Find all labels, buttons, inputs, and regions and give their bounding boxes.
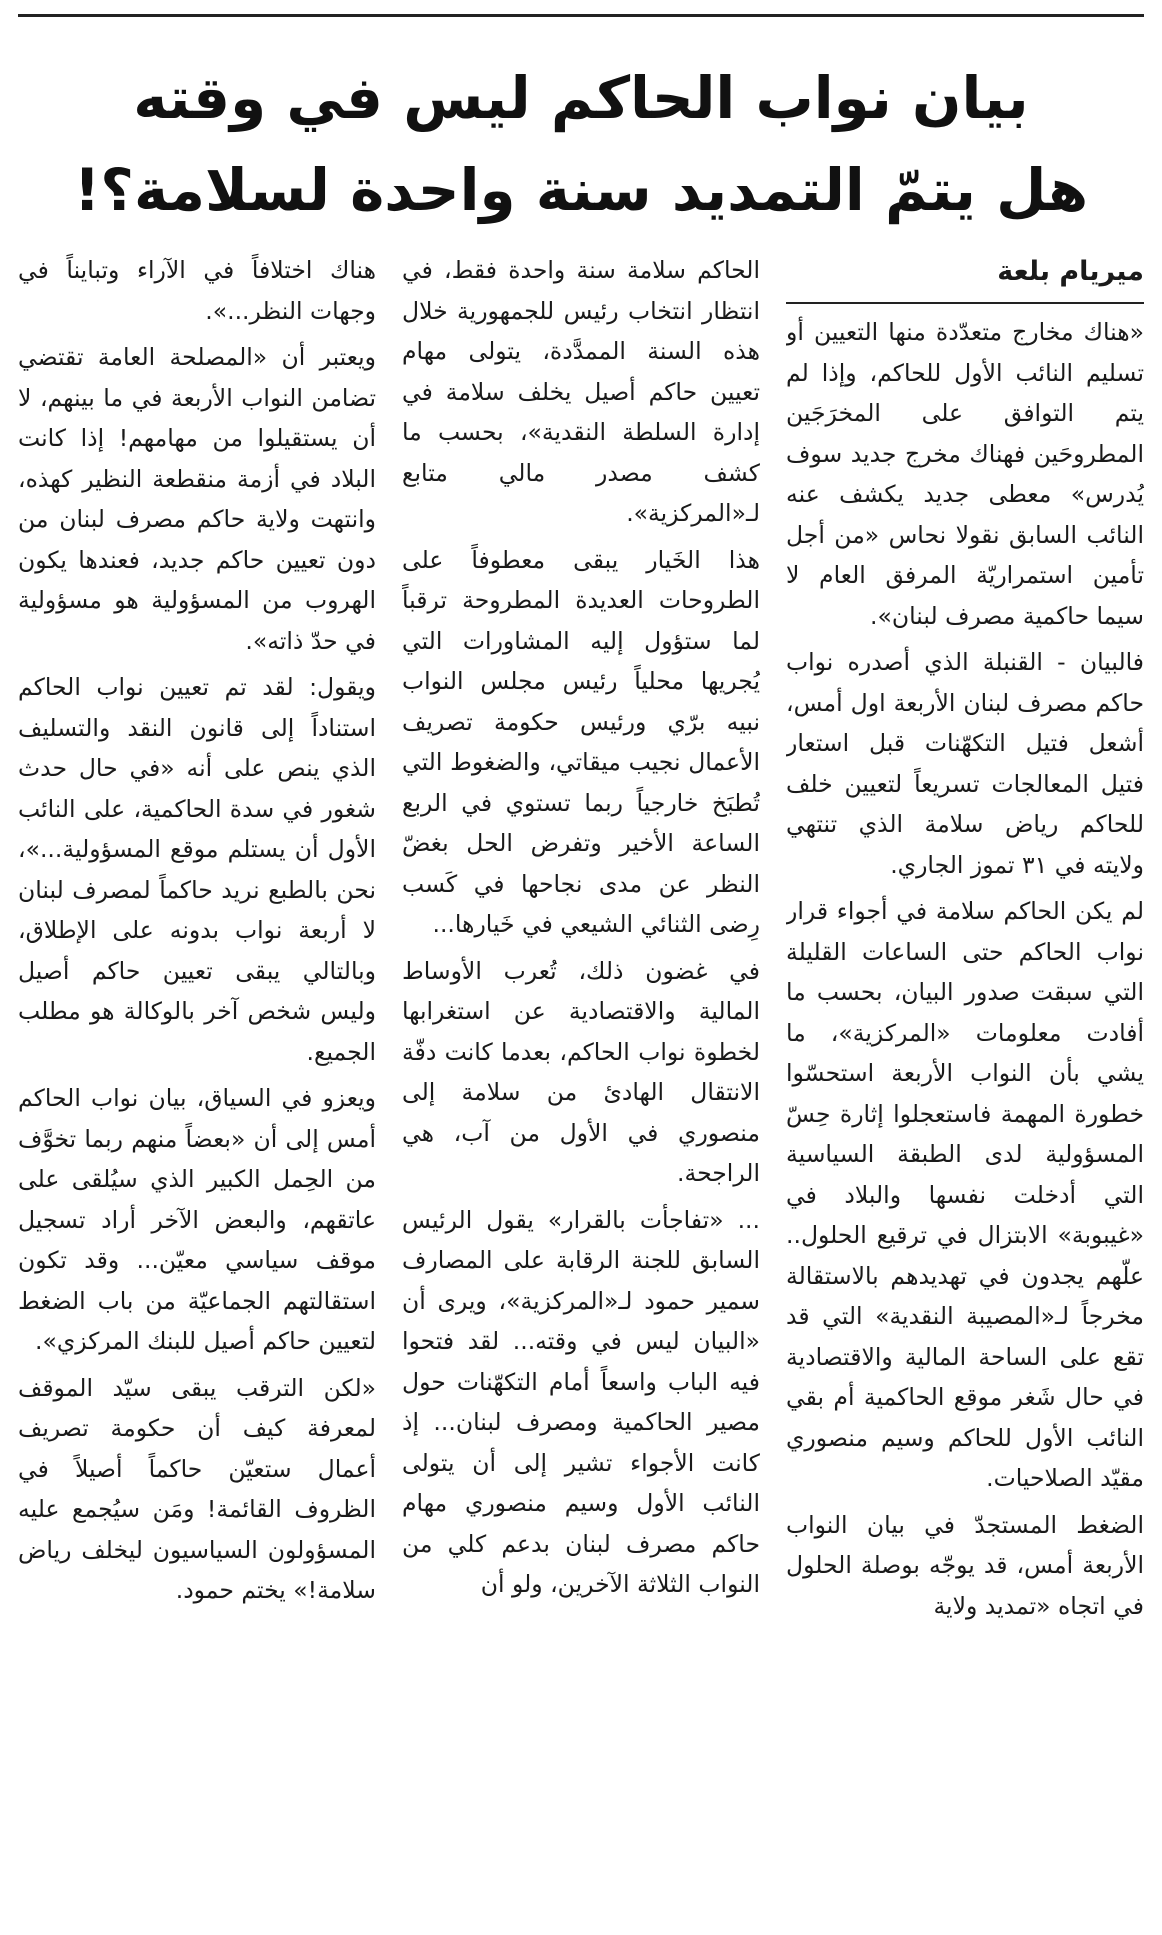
top-rule <box>18 14 1144 17</box>
headline-line-2: هل يتمّ التمديد سنة واحدة لسلامة؟! <box>73 156 1089 224</box>
column-2 <box>402 250 760 1915</box>
paragraph: لم يكن الحاكم سلامة في أجواء قرار نواب الحاكم حتى الساعات القليلة التي سبقت صدور البيان، بحسب ما أفادت معلومات «المركزية»، ما يشي بأن النواب الأربعة استحسّوا خطورة المهمة فاستعجلوا إثارة حِسّ المسؤولية لدى الطبقة السياسية التي أدخلت نفسها والبلاد في «غيبوبة» الابتزال في ترقيع الحلول.. علّهم يجدون في تهديدهم بالاستقالة مخرجاً لـ«المصيبة النقدية» التي قد تقع على الساحة المالية والاقتصادية في حال شَغر موقع الحاكمية أم بقي النائب الأول للحاكم وسيم منصوري مقيّد الصلاحيات. <box>786 897 1144 1492</box>
paragraph: «لكن الترقب يبقى سيّد الموقف لمعرفة كيف أن حكومة تصريف أعمال ستعيّن حاكماً أصيلاً في الظروف القائمة! ومَن سيُجمع عليه المسؤولون السياسيون ليخلف رياض سلامة!» يختم حمود. <box>18 1373 376 1604</box>
column-3 <box>18 250 376 1915</box>
byline: ميريام بلعة <box>786 250 1144 304</box>
paragraph: «هناك مخارج متعدّدة منها التعيين أو تسليم النائب الأول للحاكم، وإذا لم يتم التوافق على المخرَجَين المطروحَين فهناك مخرج جديد سوف يُدرس» معطى جديد يكشف عنه النائب السابق نقولا نحاس «من أجل تأمين استمراريّة المرفق العام لا سيما حاكمية مصرف لبنان». <box>786 318 1144 630</box>
paragraph: هناك اختلافاً في الآراء وتبايناً في وجهات النظر...». <box>18 256 376 325</box>
paragraph: هذا الخَيار يبقى معطوفاً على الطروحات العديدة المطروحة ترقباً لما ستؤول إليه المشاورات التي يُجريها محلياً رئيس مجلس النواب نبيه برّي ورئيس حكومة تصريف الأعمال نجيب ميقاتي، والضغوط التي تُطبَخ خارجياً ربما تستوي في الربع الساعة الأخير وتفرض الحل بغضّ النظر عن مدى نجاحها في كَسب رِضى الثنائي الشيعي في خَيارها... <box>402 545 760 938</box>
headline-line-1: بيان نواب الحاكم ليس في وقته <box>133 64 1029 132</box>
paragraph: الحاكم سلامة سنة واحدة فقط، في انتظار انتخاب رئيس للجمهورية خلال هذه السنة الممدَّدة، يتولى مهام تعيين حاكم أصيل يخلف سلامة في إدارة السلطة النقدية»، بحسب ما كشف مصدر مالي متابع لـ«المركزية». <box>402 256 760 527</box>
paragraph: ويعتبر أن «المصلحة العامة تقتضي تضامن النواب الأربعة في ما بينهم، لا أن يستقيلوا من مهامهم! إذا كانت البلاد في أزمة منقطعة النظير كهذه، وانتهت ولاية حاكم مصرف لبنان من دون تعيين حاكم جديد، فعندها يكون الهروب من المسؤولية هو مسؤولية في حدّ ذاته». <box>18 343 376 655</box>
paragraph: ويعزو في السياق، بيان نواب الحاكم أمس إلى أن «بعضاً منهم ربما تخوَّف من الحِمل الكبير الذي سيُلقى على عاتقهم، والبعض الآخر أراد تسجيل موقف سياسي معيّن... وقد تكون استقالتهم الجماعيّة من باب الضغط لتعيين حاكم أصيل للبنك المركزي». <box>18 1084 376 1355</box>
paragraph: الضغط المستجدّ في بيان النواب الأربعة أمس، قد يوجّه بوصلة الحلول في اتجاه «تمديد ولاية <box>786 1510 1144 1620</box>
paragraph: ويقول: لقد تم تعيين نواب الحاكم استناداً إلى قانون النقد والتسليف الذي ينص على أنه «في حال حدث شغور في سدة الحاكمية، على النائب الأول أن يستلم موقع المسؤولية...»، نحن بالطبع نريد حاكماً لمصرف لبنان لا أربعة نواب بدونه على الإطلاق، وبالتالي يبقى تعيين حاكم أصيل وليس شخص آخر بالوكالة هو مطلب الجميع. <box>18 673 376 1066</box>
article-columns <box>18 250 1144 1915</box>
headline <box>18 52 1144 236</box>
paragraph: فالبيان - القنبلة الذي أصدره نواب حاكم مصرف لبنان الأربعة اول أمس، أشعل فتيل التكهّنات قبل استعار فتيل المعالجات تسريعاً لتعيين خلف للحاكم رياض سلامة الذي تنتهي ولايته في ٣١ تموز الجاري. <box>786 648 1144 879</box>
paragraph: في غضون ذلك، تُعرب الأوساط المالية والاقتصادية عن استغرابها لخطوة نواب الحاكم، بعدما كانت دفّة الانتقال الهادئ من سلامة إلى منصوري في الأول من آب، هي الراجحة. <box>402 956 760 1187</box>
paragraph: ... «تفاجأت بالقرار» يقول الرئيس السابق للجنة الرقابة على المصارف سمير حمود لـ«المركزية»، ويرى أن «البيان ليس في وقته... لقد فتحوا فيه الباب واسعاً أمام التكهّنات حول مصير الحاكمية ومصرف لبنان... إذ كانت الأجواء تشير إلى أن يتولى النائب الأول وسيم منصوري مهام حاكم مصرف لبنان بدعم كلي من النواب الثلاثة الآخرين، ولو أن <box>402 1205 760 1598</box>
column-1 <box>786 250 1144 1915</box>
